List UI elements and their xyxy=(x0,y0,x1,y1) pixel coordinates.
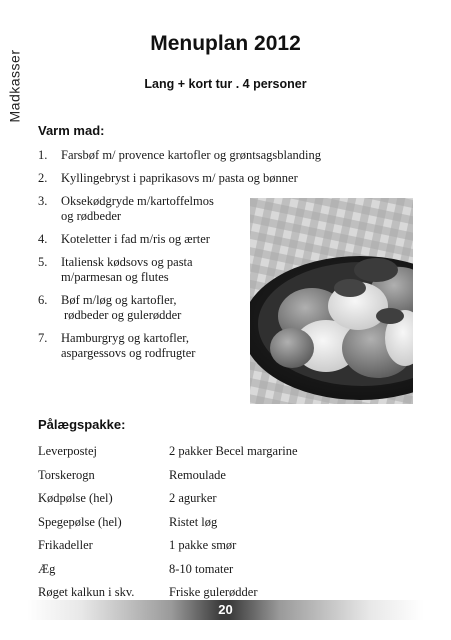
cold-cuts-table xyxy=(38,440,338,605)
table-cell: Frikadeller xyxy=(38,538,93,553)
food-photo xyxy=(250,198,413,404)
table-cell: Remoulade xyxy=(169,467,226,482)
cold-cuts-heading: Pålægspakke: xyxy=(38,417,126,432)
menu-item-text: Bøf m/løg og kartofler, xyxy=(61,293,177,307)
table-cell: 1 pakke smør xyxy=(169,538,237,553)
menu-item-number: 3. xyxy=(38,194,48,208)
table-cell: Torskerogn xyxy=(38,467,95,482)
table-cell: Friske gulerødder xyxy=(169,585,258,600)
page-number: 20 xyxy=(218,602,233,617)
table-row xyxy=(38,558,338,582)
menu-item-text-cont: m/parmesan og flutes xyxy=(61,270,169,284)
table-row xyxy=(38,511,338,535)
menu-item-number: 6. xyxy=(38,293,48,307)
menu-item-text: Kyllingebryst i paprikasovs m/ pasta og bønner xyxy=(61,171,298,185)
menu-item-text: Italiensk kødsovs og pasta xyxy=(61,255,193,269)
menu-item xyxy=(38,255,248,285)
menu-item xyxy=(38,148,322,163)
menu-item-number: 2. xyxy=(38,171,48,185)
table-row xyxy=(38,440,338,464)
menu-item-text: Oksekødgryde m/kartoffelmos xyxy=(61,194,214,208)
menu-item xyxy=(38,331,248,361)
menu-item-text: Hamburgryg og kartofler, xyxy=(61,331,190,345)
menu-item-number: 5. xyxy=(38,255,48,269)
menu-item-number: 4. xyxy=(38,232,48,246)
table-cell: 2 agurker xyxy=(169,491,217,506)
table-cell: 2 pakker Becel margarine xyxy=(169,444,298,459)
menu-item-text-cont: og rødbeder xyxy=(61,209,122,223)
menu-item xyxy=(38,232,248,247)
table-cell: 8-10 tomater xyxy=(169,561,234,576)
menu-item-text-cont: aspargessovs og rodfrugter xyxy=(61,346,196,360)
warm-food-list xyxy=(38,148,322,361)
table-row xyxy=(38,464,338,488)
table-row xyxy=(38,487,338,511)
menu-item xyxy=(38,293,248,323)
table-cell: Spegepølse (hel) xyxy=(38,514,122,529)
menu-item xyxy=(38,194,248,224)
menu-item-text-cont: rødbeder og gulerødder xyxy=(64,308,182,322)
menu-item-text: Koteletter i fad m/ris og ærter xyxy=(61,232,210,246)
table-row xyxy=(38,534,338,558)
page-title: Menuplan 2012 xyxy=(150,32,301,55)
table-cell: Røget kalkun i skv. xyxy=(38,585,135,600)
table-cell: Æg xyxy=(38,561,56,576)
menu-item-number: 7. xyxy=(38,331,48,345)
page-subtitle: Lang + kort tur . 4 personer xyxy=(144,77,307,91)
side-tab-label: Madkasser xyxy=(6,49,22,123)
table-cell: Kødpølse (hel) xyxy=(38,491,113,506)
menu-item xyxy=(38,171,298,186)
menu-item-text: Farsbøf m/ provence kartofler og grøntsagsblanding xyxy=(61,148,322,162)
table-cell: Ristet løg xyxy=(169,514,218,529)
menu-item-number: 1. xyxy=(38,148,48,162)
table-cell: Leverpostej xyxy=(38,444,98,459)
warm-food-heading: Varm mad: xyxy=(38,123,105,138)
